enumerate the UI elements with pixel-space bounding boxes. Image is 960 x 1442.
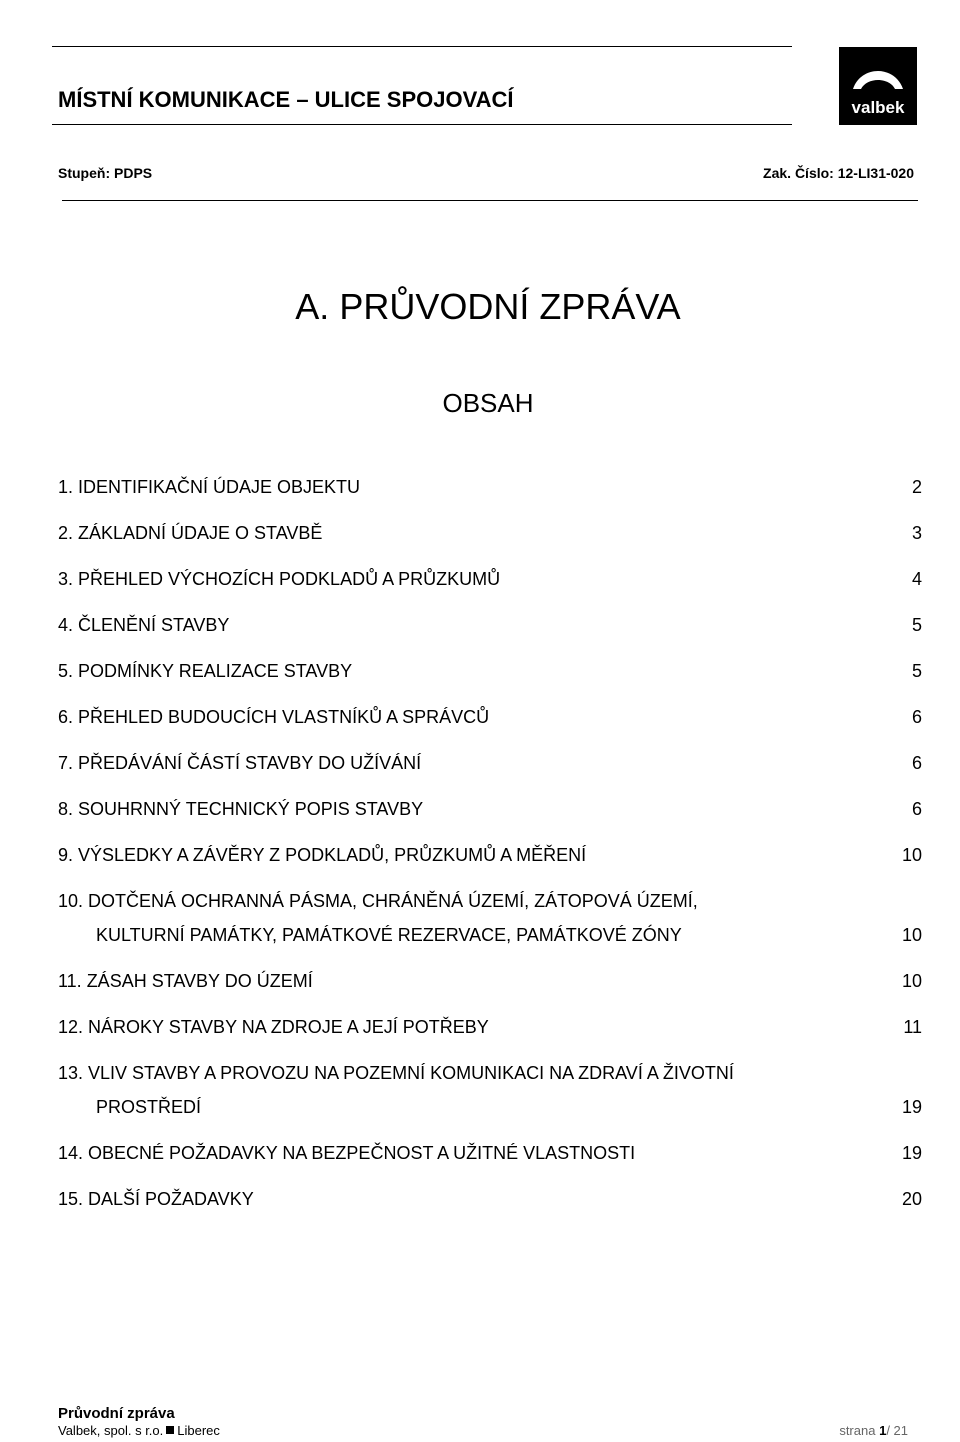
toc-item[interactable] [58,797,922,821]
contents-heading: OBSAH [442,388,534,418]
toc-item-page: 6 [911,707,922,727]
toc-item-label: 14. OBECNÉ POŽADAVKY NA BEZPEČNOST A UŽITNÉ VLASTNOSTI [58,1143,636,1163]
page-total: / 21 [886,1423,908,1438]
toc-item-label: 5. PODMÍNKY REALIZACE STAVBY [58,661,353,681]
toc-item-label: 1. IDENTIFIKAČNÍ ÚDAJE OBJEKTU [58,477,361,497]
toc-item-label: 7. PŘEDÁVÁNÍ ČÁSTÍ STAVBY DO UŽÍVÁNÍ [58,753,422,773]
toc-item-label: 13. VLIV STAVBY A PROVOZU NA POZEMNÍ KOMUNIKACI NA ZDRAVÍ A ŽIVOTNÍ [58,1063,734,1083]
toc-item[interactable] [58,843,922,867]
toc-item[interactable] [58,521,922,545]
toc-item-page: 3 [911,523,922,543]
toc-item-label: 15. DALŠÍ POŽADAVKY [58,1189,254,1209]
header-title-rule [52,124,792,125]
toc-item-page: 10 [901,971,922,991]
document-heading: A. PRŮVODNÍ ZPRÁVA [295,286,681,327]
footer-title: Průvodní zpráva [58,1405,175,1422]
toc-item[interactable] [58,567,922,591]
toc-item-label-continued: PROSTŘEDÍ [96,1097,202,1117]
toc-item-page: 5 [911,661,922,681]
toc-item-label: 6. PŘEHLED BUDOUCÍCH VLASTNÍKŮ A SPRÁVCŮ [58,707,490,727]
toc-item-page: 10 [901,925,922,945]
project-title: MÍSTNÍ KOMUNIKACE – ULICE SPOJOVACÍ [58,87,514,112]
toc-item-label: 2. ZÁKLADNÍ ÚDAJE O STAVBĚ [58,523,323,543]
toc-item-page: 20 [901,1189,922,1209]
toc-item-page: 5 [911,615,922,635]
toc-item[interactable] [58,1141,922,1165]
company-name: Valbek, spol. s r.o. [58,1423,164,1438]
toc-item[interactable] [58,705,922,729]
page-counter [839,1422,908,1440]
toc-item-page: 4 [911,569,922,589]
toc-item-label: 4. ČLENĚNÍ STAVBY [58,615,230,635]
toc-item-page: 6 [911,799,922,819]
footer-company [58,1422,220,1440]
page-label: strana [839,1423,876,1438]
table-of-contents [58,475,922,1211]
toc-item-page: 19 [901,1097,922,1117]
valbek-logo [839,47,917,125]
toc-item-label: 10. DOTČENÁ OCHRANNÁ PÁSMA, CHRÁNĚNÁ ÚZEMÍ, ZÁTOPOVÁ ÚZEMÍ, [58,891,698,911]
company-city: Liberec [177,1423,220,1438]
square-bullet-icon [166,1426,174,1434]
toc-item-label: 3. PŘEHLED VÝCHOZÍCH PODKLADŮ A PRŮZKUMŮ [58,569,501,589]
toc-item[interactable] [58,1061,922,1119]
header-top-rule [52,46,792,47]
toc-item[interactable] [58,751,922,775]
toc-item[interactable] [58,1015,922,1039]
toc-item[interactable] [58,889,922,947]
logo-text: valbek [851,98,905,117]
toc-item[interactable] [58,613,922,637]
toc-item-label: 12. NÁROKY STAVBY NA ZDROJE A JEJÍ POTŘEBY [58,1017,489,1037]
header-bottom-rule [62,200,918,201]
toc-item-page: 11 [903,1017,922,1037]
toc-item-label: 11. ZÁSAH STAVBY DO ÚZEMÍ [58,971,313,991]
toc-item-label: 9. VÝSLEDKY A ZÁVĚRY Z PODKLADŮ, PRŮZKUMŮ A MĚŘENÍ [58,845,587,865]
toc-item[interactable] [58,1187,922,1211]
valbek-logo-icon [839,47,917,125]
toc-item[interactable] [58,475,922,499]
toc-item-label-continued: KULTURNÍ PAMÁTKY, PAMÁTKOVÉ REZERVACE, PAMÁTKOVÉ ZÓNY [96,925,682,945]
toc-item[interactable] [58,969,922,993]
stage-label: Stupeň: PDPS [58,165,153,181]
toc-item-page: 10 [901,845,922,865]
toc-item-page: 19 [901,1143,922,1163]
toc-item[interactable] [58,659,922,683]
page-current: 1 [879,1423,887,1438]
toc-item-page: 6 [911,753,922,773]
order-number: Zak. Číslo: 12-LI31-020 [763,165,914,181]
toc-item-label: 8. SOUHRNNÝ TECHNICKÝ POPIS STAVBY [58,799,424,819]
toc-item-page: 2 [911,477,922,497]
